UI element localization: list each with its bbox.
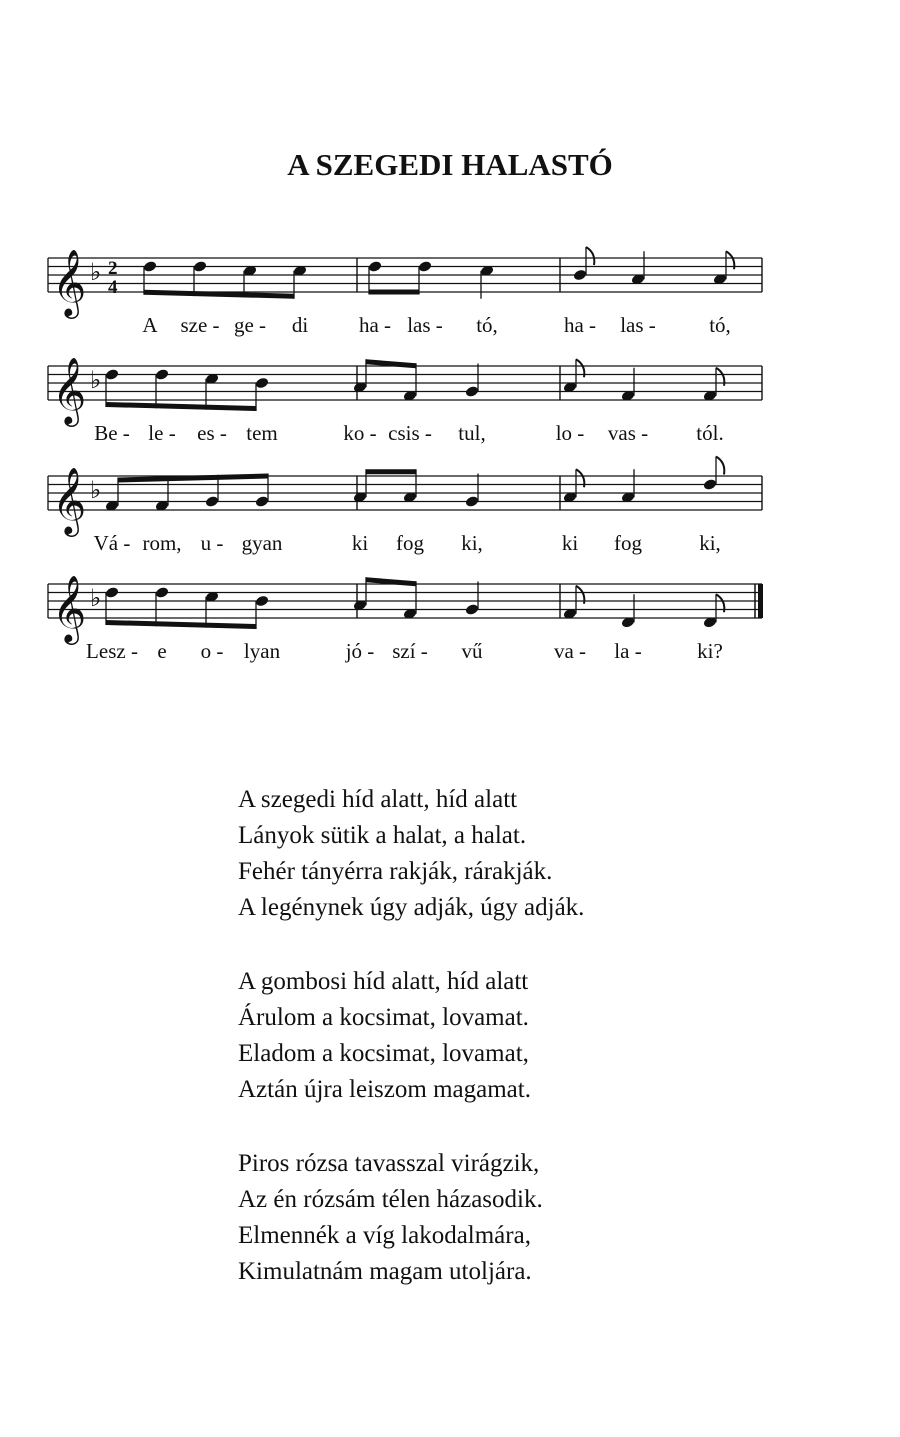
- verse-line: A gombosi híd alatt, híd alatt: [238, 968, 529, 995]
- lyric-syllable: e: [157, 639, 167, 663]
- lyric-syllable: ge -: [233, 313, 267, 337]
- verse-line: Fehér tányérra rakják, rárakják.: [238, 858, 553, 885]
- lyric-syllable: ki: [351, 531, 369, 555]
- treble-clef-icon: 𝄞: [52, 466, 87, 534]
- lyric-syllable: fog: [396, 531, 424, 555]
- music-system: [48, 457, 762, 556]
- treble-clef-icon: 𝄞: [52, 574, 87, 642]
- notehead: [193, 260, 208, 273]
- lyric-syllable: tó,: [476, 313, 498, 337]
- lyric-syllable: vű: [461, 639, 483, 663]
- notehead: [573, 269, 588, 282]
- lyric-syllable: va -: [553, 639, 587, 663]
- stanza: [238, 782, 798, 926]
- flag: [716, 457, 724, 475]
- lyric-syllable: jó -: [345, 639, 375, 663]
- verse-line: Árulom a kocsimat, lovamat.: [238, 1004, 529, 1031]
- beam: [106, 620, 256, 629]
- music-system: [48, 356, 762, 445]
- lyric-syllable: ki: [561, 531, 579, 555]
- notehead: [465, 495, 480, 508]
- verse-line: Kimulatnám magam utoljára.: [238, 1258, 532, 1285]
- beam: [369, 290, 419, 295]
- song-title: A SZEGEDI HALASTÓ: [287, 147, 613, 182]
- lyric-syllable: rom,: [142, 531, 182, 555]
- lyric-syllable: lyan: [243, 639, 281, 663]
- beam: [106, 402, 256, 411]
- flat-sign-icon: ♭: [90, 584, 102, 612]
- time-signature-top: 2: [108, 258, 118, 279]
- lyric-syllable: las -: [620, 313, 656, 337]
- lyric-syllable: di: [291, 313, 309, 337]
- stanza: [238, 964, 798, 1108]
- lyric-syllable: es -: [197, 421, 227, 445]
- notehead: [703, 478, 718, 491]
- verse-line: A szegedi híd alatt, híd alatt: [238, 786, 518, 813]
- notehead: [105, 368, 120, 381]
- sheet-music: [0, 230, 900, 700]
- lyric-syllable: Be -: [94, 421, 130, 445]
- treble-clef-icon: 𝄞: [52, 248, 87, 316]
- notehead: [143, 260, 158, 273]
- lyric-syllable: Lesz -: [86, 639, 138, 663]
- lyric-syllable: sze -: [180, 313, 220, 337]
- flat-sign-icon: ♭: [90, 366, 102, 394]
- flat-sign-icon: ♭: [90, 476, 102, 504]
- lyric-syllable: ha -: [563, 313, 597, 337]
- verse-line: Lányok sütik a halat, a halat.: [238, 822, 527, 849]
- lyric-syllable: tó,: [709, 313, 731, 337]
- verse-line: A legénynek úgy adják, úgy adják.: [238, 894, 585, 921]
- notehead: [105, 586, 120, 599]
- lyric-syllable: ki?: [697, 639, 723, 663]
- verse-line: Az én rózsám télen házasodik.: [238, 1186, 543, 1213]
- lyric-syllable: tul,: [458, 421, 486, 445]
- notehead: [155, 368, 170, 381]
- verses: [238, 782, 798, 1328]
- verse-line: Aztán újra leiszom magamat.: [238, 1076, 531, 1103]
- notehead: [155, 586, 170, 599]
- lyric-syllable: ki,: [461, 531, 483, 555]
- notehead: [368, 260, 383, 273]
- lyric-syllable: vas -: [607, 421, 649, 445]
- lyric-syllable: fog: [614, 531, 642, 555]
- verse-line: Piros rózsa tavasszal virágzik,: [238, 1150, 540, 1177]
- notehead: [465, 385, 480, 398]
- lyric-syllable: u -: [200, 531, 224, 555]
- lyric-syllable: ko -: [343, 421, 377, 445]
- notehead: [465, 603, 480, 616]
- lyric-syllable: ha -: [358, 313, 392, 337]
- lyric-syllable: o -: [200, 639, 224, 663]
- notehead: [255, 377, 270, 390]
- beam: [144, 290, 294, 299]
- lyric-syllable: tól.: [696, 421, 724, 445]
- notehead: [255, 495, 270, 508]
- lyric-syllable: la -: [614, 639, 642, 663]
- time-signature-bottom: 4: [108, 277, 118, 298]
- lyric-syllable: Vá -: [93, 531, 131, 555]
- beam: [366, 577, 416, 586]
- lyric-syllable: ki,: [699, 531, 721, 555]
- notehead: [418, 260, 433, 273]
- notehead: [205, 495, 220, 508]
- lyric-syllable: gyan: [241, 531, 283, 555]
- lyric-syllable: szí -: [392, 639, 428, 663]
- treble-clef-icon: 𝄞: [52, 356, 87, 424]
- lyric-syllable: tem: [246, 421, 278, 445]
- lyric-syllable: las -: [407, 313, 443, 337]
- music-system: [48, 247, 762, 337]
- beam: [118, 474, 268, 483]
- verse-line: Eladom a kocsimat, lovamat,: [238, 1040, 529, 1067]
- lyric-syllable: csis -: [388, 421, 432, 445]
- beam: [366, 359, 416, 368]
- flag: [586, 247, 594, 265]
- flat-sign-icon: ♭: [90, 258, 102, 286]
- lyric-syllable: A: [142, 313, 158, 337]
- verse-line: Elmennék a víg lakodalmára,: [238, 1222, 531, 1249]
- lyric-syllable: lo -: [555, 421, 585, 445]
- music-system: [48, 574, 763, 663]
- notehead: [255, 595, 270, 608]
- beam: [366, 469, 416, 474]
- stanza: [238, 1146, 798, 1290]
- final-barline-thick: [758, 584, 763, 618]
- lyric-syllable: le -: [148, 421, 176, 445]
